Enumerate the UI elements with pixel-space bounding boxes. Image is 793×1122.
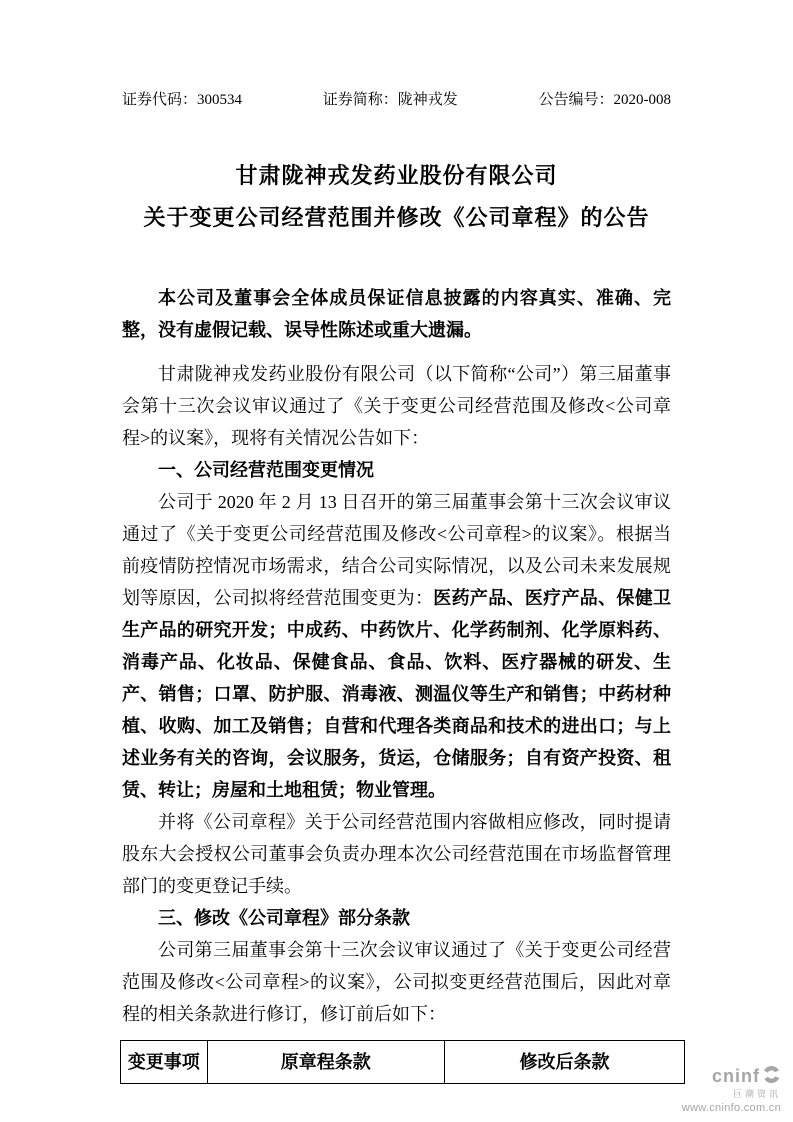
- amendment-authorization-paragraph: 并将《公司章程》关于公司经营范围内容做相应修改，同时提请股东大会授权公司董事会负责办理本次公司经营范围在市场监督管理部门的变更登记手续。: [122, 812, 671, 896]
- col-header-change-item: 变更事项: [121, 1041, 208, 1084]
- cninfo-logo: [682, 1065, 781, 1114]
- business-scope-normal-text: 公司于 2020 年 2 月 13 日召开的第三届董事会第十三次会议审议通过了《关于变更公司经营范围及修改<公司章程>的议案》。根据当前疫情防控情况市场需求，结合公司实际情况，以及公司未来发展规划等原因，公司拟将经营范围变更为：: [122, 492, 671, 608]
- announcement-number: 公告编号：2020-008: [538, 92, 671, 108]
- business-scope-bold-text: 医药产品、医疗产品、保健卫生产品的研究开发；中成药、中药饮片、化学药制剂、化学原料药、消毒产品、化妆品、保健食品、食品、饮料、医疗器械的研发、生产、销售；口罩、防护服、消毒液、测温仪等生产和销售；中药材种植、收购、加工及销售；自营和代理各类商品和技术的进出口；与上述业务有关的咨询，会议服务，货运，仓储服务；自有资产投资、租赁、转让；房屋和土地租赁；物业管理。: [122, 588, 672, 800]
- disclaimer-paragraph: 本公司及董事会全体成员保证信息披露的内容真实、准确、完整，没有虚假记载、误导性陈述或重大遗漏。: [122, 288, 671, 340]
- cninfo-brand-text: cninf: [712, 1066, 760, 1087]
- securities-code: 证券代码：300534: [122, 92, 243, 108]
- company-name-title: 甘肃陇神戎发药业股份有限公司: [235, 163, 558, 188]
- col-header-revised-clause: 修改后条款: [444, 1041, 684, 1084]
- col-header-original-clause: 原章程条款: [207, 1041, 444, 1084]
- cninfo-url: www.cninfo.com.cn: [681, 1101, 781, 1114]
- cninfo-brand-row: [682, 1065, 781, 1089]
- cninfo-swirl-icon: [762, 1065, 781, 1089]
- securities-abbr: 证券简称：陇神戎发: [322, 92, 458, 108]
- announcement-title: 关于变更公司经营范围并修改《公司章程》的公告: [143, 205, 650, 230]
- business-scope-paragraph: [122, 486, 671, 806]
- revision-paragraph: 公司第三届董事会第十三次会议审议通过了《关于变更公司经营范围及修改<公司章程>的议案》，公司拟变更经营范围后，因此对章程的相关条款进行修订，修订前后如下：: [122, 940, 671, 1024]
- amendment-table: [120, 1040, 685, 1084]
- section-heading-1: 一、公司经营范围变更情况: [158, 460, 374, 480]
- table-header-row: [121, 1041, 685, 1084]
- cninfo-cn-name: 巨潮资讯: [732, 1089, 781, 1100]
- doc-header: [122, 90, 671, 110]
- intro-paragraph: 甘肃陇神戎发药业股份有限公司（以下简称“公司”）第三届董事会第十三次会议审议通过了《关于变更公司经营范围及修改<公司章程>的议案》，现将有关情况公告如下：: [122, 364, 671, 448]
- section-heading-3: 三、修改《公司章程》部分条款: [158, 908, 410, 928]
